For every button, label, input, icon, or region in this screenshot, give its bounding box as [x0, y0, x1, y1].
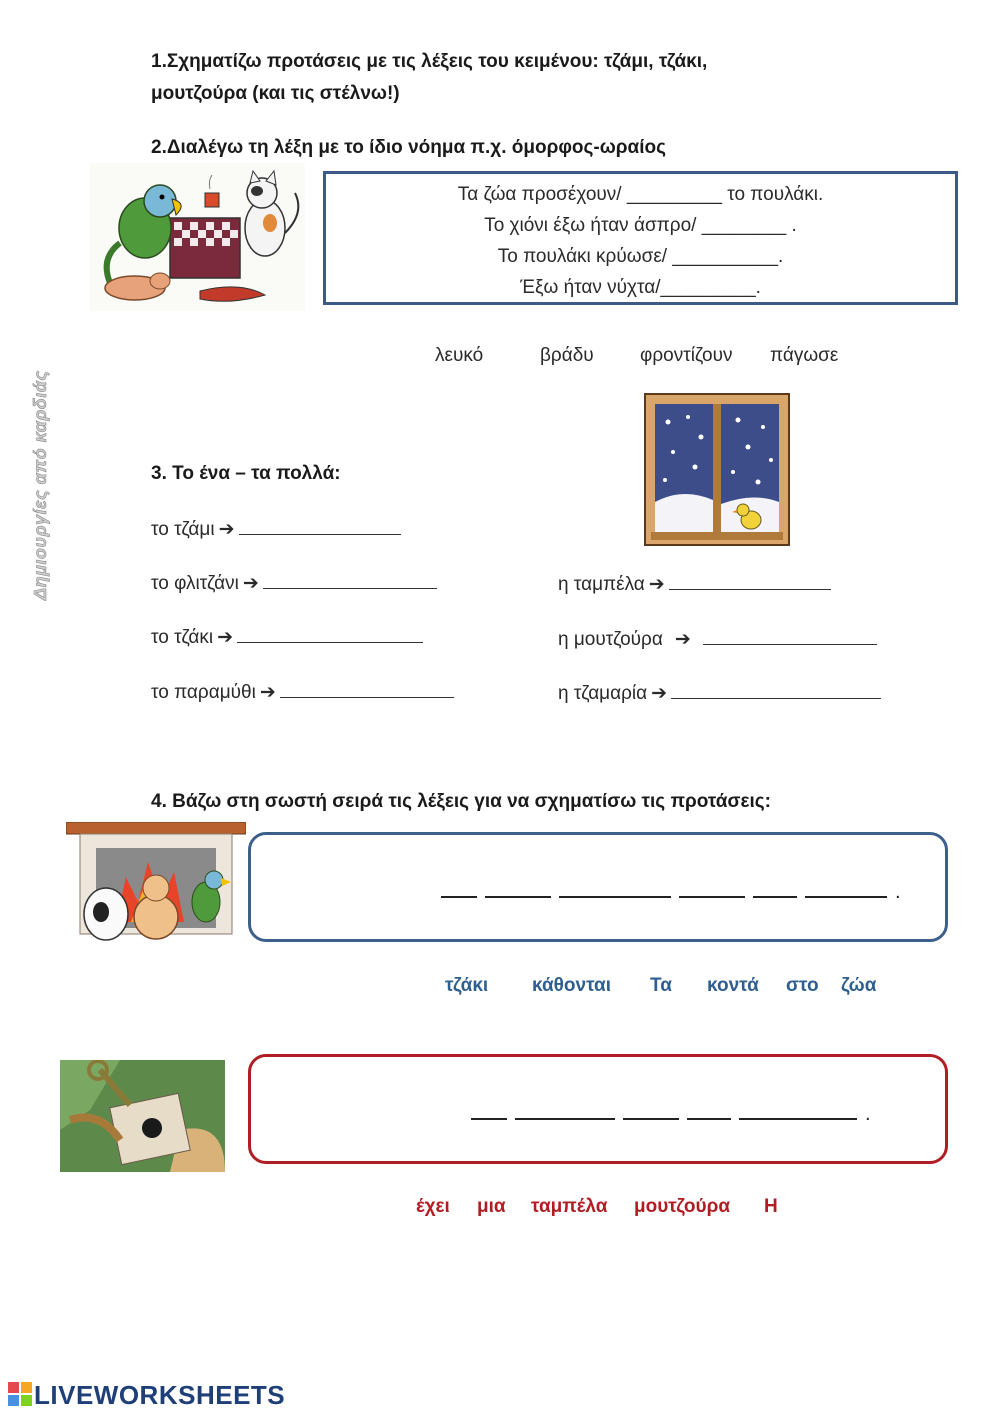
arrow-icon: ➔ [259, 682, 276, 703]
arrow-icon: ➔ [217, 627, 234, 648]
answer-line[interactable] [671, 697, 881, 699]
q4-word-blue-3[interactable]: Τα [650, 975, 672, 996]
q4-word-red-4[interactable]: μουτζούρα [634, 1196, 731, 1217]
q4-title: 4. Βάζω στη σωστή σειρά τις λέξεις για να σχηματίσω τις προτάσεις: [151, 791, 771, 812]
q3-right-1-word: η ταμπέλα [558, 574, 645, 595]
q2-sentence-1: Τα ζώα προσέχουν/ _________ το πουλάκι. [457, 184, 824, 205]
q4-word-red-2[interactable]: μια [477, 1196, 506, 1217]
q2-option-2[interactable]: βράδυ [540, 345, 594, 366]
answer-line[interactable] [239, 533, 401, 535]
q3-right-3-word: η τζαμαρία [558, 683, 648, 704]
period: . [865, 1103, 871, 1125]
answer-line[interactable] [703, 643, 877, 645]
q2-option-1[interactable]: λευκό [435, 345, 484, 366]
q4-blanks-1 [441, 881, 901, 904]
arrow-icon: ➔ [218, 519, 235, 540]
arrow-icon: ➔ [674, 629, 691, 650]
q3-left-3-word: το τζάκι [151, 627, 214, 648]
q1-line2: μουτζούρα (και τις στέλνω!) [151, 83, 400, 104]
q4-answer-box-1[interactable] [248, 832, 948, 942]
q4-word-red-3[interactable]: ταμπέλα [531, 1196, 608, 1217]
q4-word-blue-1[interactable]: τζάκι [445, 975, 489, 996]
q3-title: 3. Το ένα – τα πολλά: [151, 463, 341, 484]
period: . [895, 881, 901, 903]
q3-right-3 [558, 682, 881, 705]
q3-right-2 [558, 628, 877, 651]
q4-word-blue-6[interactable]: ζώα [841, 975, 877, 996]
fireplace-illustration [66, 822, 246, 944]
arrow-icon: ➔ [648, 574, 665, 595]
side-watermark: Δημιουργίες από καρδιάς [30, 370, 50, 600]
answer-line[interactable] [280, 696, 454, 698]
q4-word-blue-2[interactable]: κάθονται [532, 975, 611, 996]
q2-title: 2.Διαλέγω τη λέξη με το ίδιο νόημα π.χ. όμορφος-ωραίος [151, 137, 666, 158]
q4-word-red-5[interactable]: Η [764, 1196, 778, 1217]
q4-word-blue-5[interactable]: στο [786, 975, 819, 996]
q3-left-1-word: το τζάμι [151, 519, 215, 540]
q3-left-1 [151, 518, 401, 541]
q3-left-4-word: το παραμύθι [151, 682, 256, 703]
q2-sentence-4: Έξω ήταν νύχτα/_________. [520, 277, 761, 298]
q3-left-3 [151, 626, 423, 649]
q2-option-3[interactable]: φροντίζουν [640, 345, 733, 366]
answer-line[interactable] [237, 641, 423, 643]
q4-word-red-1[interactable]: έχει [416, 1196, 450, 1217]
q2-option-4[interactable]: πάγωσε [770, 345, 839, 366]
logo-text: LIVEWORKSHEETS [34, 1380, 286, 1410]
sign-illustration [60, 1060, 225, 1172]
answer-line[interactable] [263, 587, 437, 589]
q1-line1: 1.Σχηματίζω προτάσεις με τις λέξεις του κειμένου: τζάμι, τζάκι, [151, 51, 708, 72]
liveworksheets-logo[interactable] [8, 1380, 285, 1413]
q4-answer-box-2[interactable] [248, 1054, 948, 1164]
q2-sentence-3: Το πουλάκι κρύωσε/ __________. [497, 246, 784, 267]
q2-sentence-2: Το χιόνι έξω ήταν άσπρο/ ________ . [484, 215, 797, 236]
q3-left-2-word: το φλιτζάνι [151, 573, 239, 594]
window-illustration [643, 392, 791, 547]
q2-sentence-box [323, 171, 958, 305]
animals-illustration [90, 163, 305, 311]
q3-right-2-word: η μουτζούρα [558, 629, 663, 650]
q3-right-1 [558, 573, 831, 596]
arrow-icon: ➔ [242, 573, 259, 594]
q4-blanks-2 [471, 1103, 871, 1126]
arrow-icon: ➔ [651, 683, 668, 704]
q3-left-2 [151, 572, 437, 595]
q3-left-4 [151, 681, 454, 704]
logo-icon [8, 1382, 32, 1413]
q4-word-blue-4[interactable]: κοντά [707, 975, 759, 996]
answer-line[interactable] [669, 588, 831, 590]
